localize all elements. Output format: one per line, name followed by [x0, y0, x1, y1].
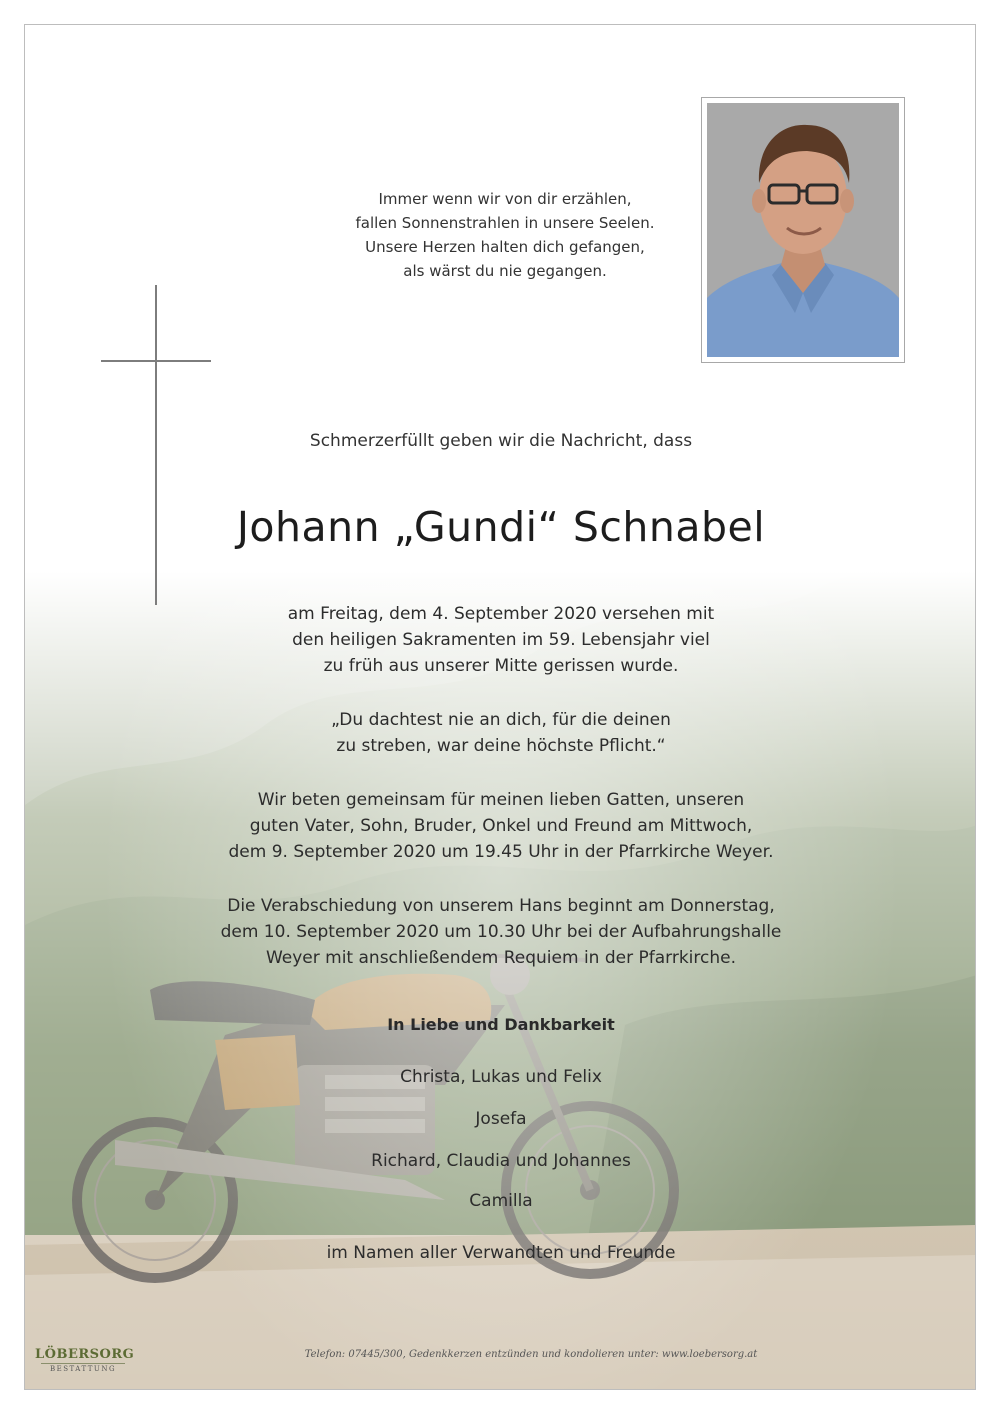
funeral-home-logo [35, 1347, 135, 1373]
paragraph-line: zu streben, war deine höchste Pflicht.“ [336, 736, 666, 756]
cross-icon-vertical [155, 285, 157, 605]
paragraph-line: zu früh aus unserer Mitte gerissen wurde. [323, 656, 679, 676]
poem-line: fallen Sonnenstrahlen in unsere Seelen. [355, 214, 655, 232]
obituary-card [24, 24, 976, 1390]
family-member: Camilla [469, 1191, 533, 1211]
prayer-paragraph [175, 787, 827, 865]
poem-line: als wärst du nie gegangen. [403, 262, 607, 280]
poem [315, 187, 695, 283]
footer-contact: Telefon: 07445/300, Gedenkkerzen entzünden und kondolieren unter: www.loebersorg.at [304, 1349, 758, 1360]
paragraph-line: am Freitag, dem 4. September 2020 versehen mit [287, 604, 715, 624]
family-member: Josefa [475, 1109, 527, 1129]
paragraph-line: dem 10. September 2020 um 10.30 Uhr bei der Aufbahrungshalle [220, 922, 782, 942]
paragraph-line: Wir beten gemeinsam für meinen lieben Gatten, unseren [257, 790, 745, 810]
closing-line: In Liebe und Dankbarkeit [387, 1015, 615, 1034]
paragraph-line: guten Vater, Sohn, Bruder, Onkel und Freund am Mittwoch, [249, 816, 753, 836]
paragraph-line: Weyer mit anschließendem Requiem in der Pfarrkirche. [265, 948, 737, 968]
portrait-photo [707, 103, 899, 357]
logo-divider [41, 1363, 125, 1364]
paragraph-line: Die Verabschiedung von unserem Hans beginnt am Donnerstag, [227, 896, 775, 916]
logo-subtitle: BESTATTUNG [49, 1365, 117, 1373]
paragraph-line: den heiligen Sakramenten im 59. Lebensjahr viel [292, 630, 710, 650]
portrait-frame [701, 97, 905, 363]
family-member: Richard, Claudia und Johannes [371, 1151, 631, 1171]
relatives-line: im Namen aller Verwandten und Freunde [326, 1243, 676, 1263]
deceased-name: Johann „Gundi“ Schnabel [236, 503, 766, 551]
paragraph-line: „Du dachtest nie an dich, für die deinen [331, 710, 671, 730]
poem-line: Unsere Herzen halten dich gefangen, [365, 238, 645, 256]
cross-icon-horizontal [101, 360, 211, 362]
farewell-paragraph [175, 893, 827, 971]
paragraph-line: dem 9. September 2020 um 19.45 Uhr in der Pfarrkirche Weyer. [228, 842, 774, 862]
logo-name: LÖBERSORG [35, 1347, 135, 1362]
poem-line: Immer wenn wir von dir erzählen, [378, 190, 632, 208]
intro-text: Schmerzerfüllt geben wir die Nachricht, dass [309, 431, 693, 451]
quote-paragraph [175, 707, 827, 759]
death-notice-paragraph [175, 601, 827, 679]
family-member: Christa, Lukas und Felix [400, 1067, 602, 1087]
